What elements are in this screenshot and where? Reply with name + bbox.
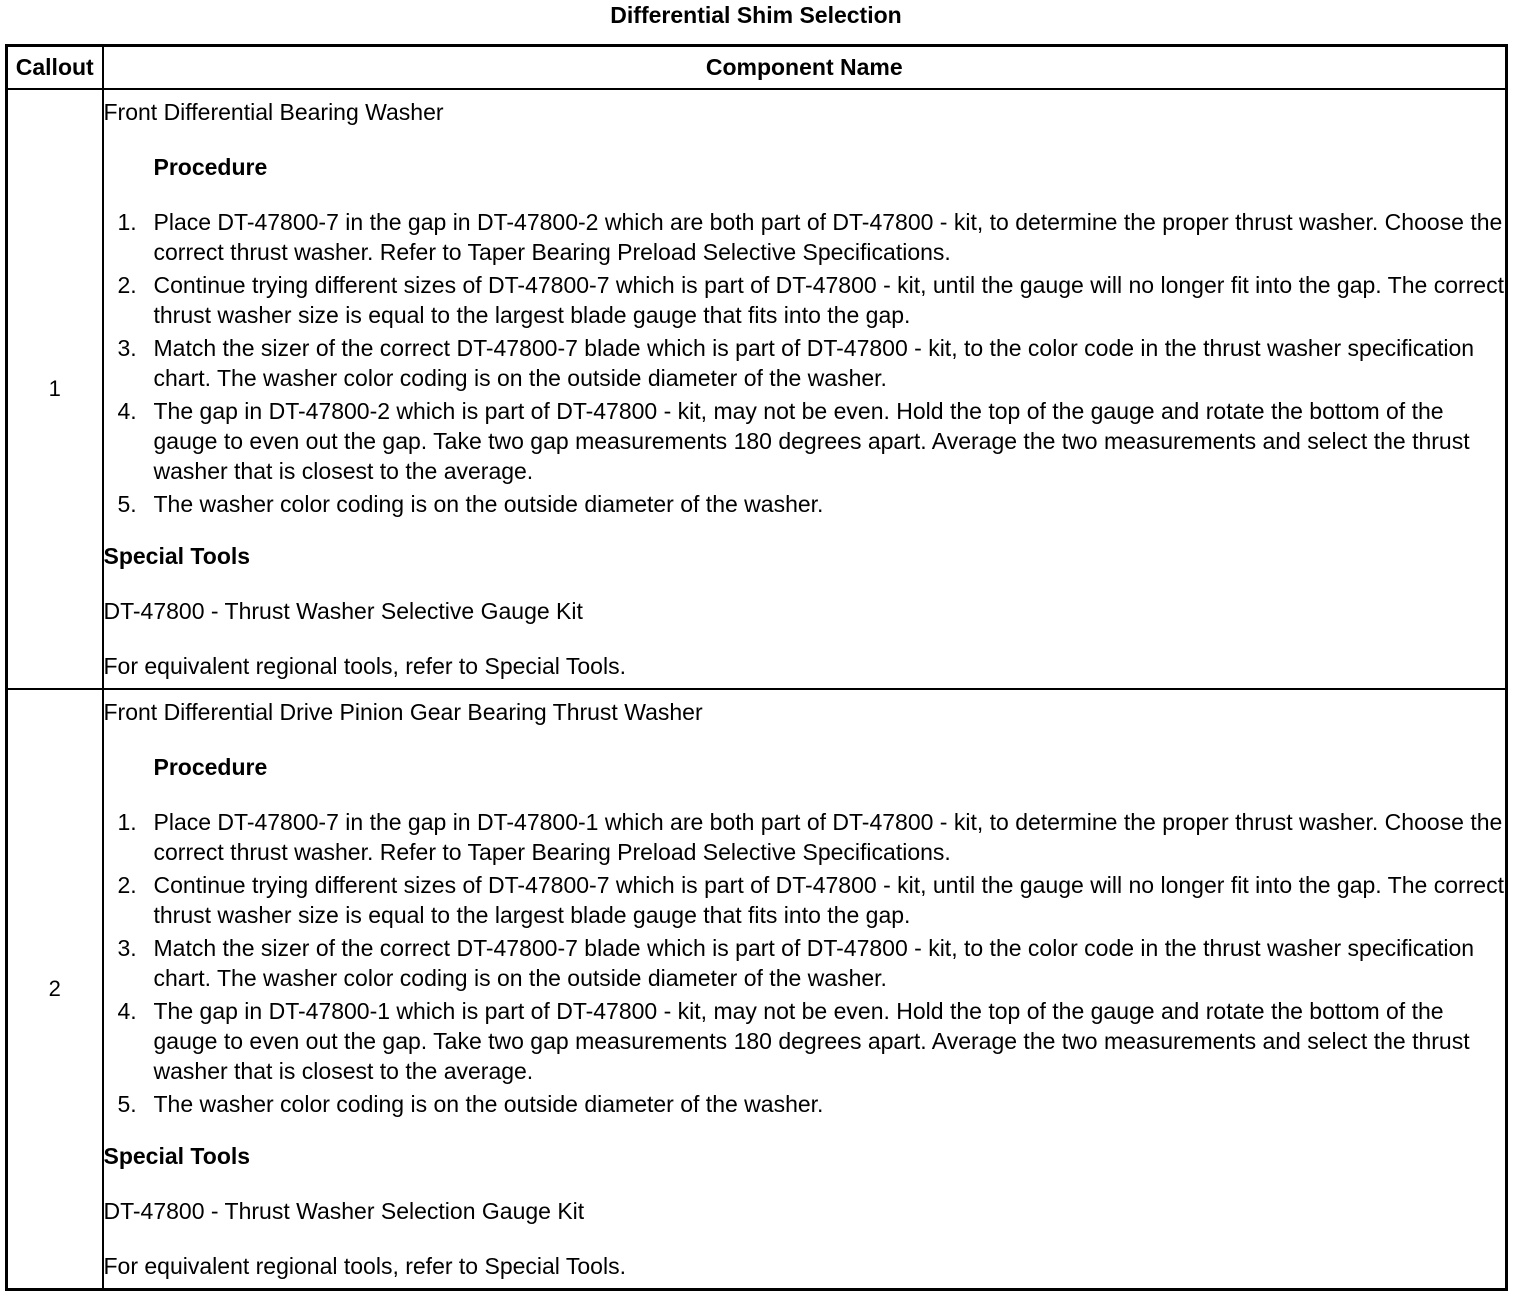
special-tools-heading: Special Tools [103, 1143, 251, 1169]
procedure-step [104, 870, 1506, 930]
step-number: 3. [117, 935, 137, 961]
procedure-steps [104, 207, 1506, 519]
procedure-step [104, 933, 1506, 993]
component-name: Front Differential Bearing Washer [103, 99, 444, 125]
procedure-step [104, 807, 1506, 867]
component-cell [103, 689, 1507, 1290]
step-text: Continue trying different sizes of DT-47800-7 which is part of DT-47800 - kit, until the gauge will no longer fit into the gap. The correct thrust washer size is equal to the largest blade gauge that fits into the gap. [153, 272, 1504, 328]
step-text: The gap in DT-47800-1 which is part of DT-47800 - kit, may not be even. Hold the top of the gauge and rotate the bottom of the gauge to even out the gap. Take two gap measurements 180 degrees apart. Average the two measurements and select the thrust washer that is closest to the average. [153, 998, 1470, 1084]
procedure-heading: Procedure [153, 754, 268, 780]
step-number: 2. [117, 872, 137, 898]
step-number: 2. [117, 272, 137, 298]
table-row [7, 89, 1507, 689]
callout-column-header: Callout [7, 46, 103, 90]
component-name-column-header: Component Name [103, 46, 1507, 90]
table-row [7, 689, 1507, 1290]
regional-tools-note: For equivalent regional tools, refer to Special Tools. [103, 1253, 626, 1279]
step-number: 1. [117, 809, 137, 835]
step-number: 4. [117, 998, 137, 1024]
procedure-step [104, 207, 1506, 267]
step-text: Place DT-47800-7 in the gap in DT-47800-2 which are both part of DT-47800 - kit, to determine the proper thrust washer. Choose the correct thrust washer. Refer to Taper Bearing Preload Selective Specifications. [153, 209, 1503, 265]
step-number: 5. [117, 491, 137, 517]
step-text: The washer color coding is on the outside diameter of the washer. [153, 1091, 824, 1117]
procedure-heading: Procedure [153, 154, 268, 180]
step-text: Match the sizer of the correct DT-47800-7 blade which is part of DT-47800 - kit, to the color code in the thrust washer specification chart. The washer color coding is on the outside diameter of the washer. [153, 935, 1475, 991]
callout-number: 1 [7, 89, 103, 689]
component-cell [103, 89, 1507, 689]
callout-number: 2 [7, 689, 103, 1290]
step-number: 1. [117, 209, 137, 235]
step-number: 4. [117, 398, 137, 424]
step-text: Continue trying different sizes of DT-47800-7 which is part of DT-47800 - kit, until the gauge will no longer fit into the gap. The correct thrust washer size is equal to the largest blade gauge that fits into the gap. [153, 872, 1504, 928]
shim-selection-table [5, 44, 1508, 1291]
step-number: 5. [117, 1091, 137, 1117]
step-text: Match the sizer of the correct DT-47800-7 blade which is part of DT-47800 - kit, to the color code in the thrust washer specification chart. The washer color coding is on the outside diameter of the washer. [153, 335, 1475, 391]
regional-tools-note: For equivalent regional tools, refer to Special Tools. [103, 653, 626, 679]
component-name: Front Differential Drive Pinion Gear Bearing Thrust Washer [103, 699, 703, 725]
step-text: The washer color coding is on the outside diameter of the washer. [153, 491, 824, 517]
step-text: Place DT-47800-7 in the gap in DT-47800-1 which are both part of DT-47800 - kit, to determine the proper thrust washer. Choose the correct thrust washer. Refer to Taper Bearing Preload Selective Specifications. [153, 809, 1503, 865]
special-tool-item: DT-47800 - Thrust Washer Selection Gauge Kit [103, 1198, 585, 1224]
special-tool-item: DT-47800 - Thrust Washer Selective Gauge Kit [103, 598, 583, 624]
special-tools-heading: Special Tools [103, 543, 251, 569]
step-number: 3. [117, 335, 137, 361]
procedure-step [104, 333, 1506, 393]
procedure-step [104, 996, 1506, 1086]
document-title: Differential Shim Selection [610, 2, 902, 28]
procedure-steps [104, 807, 1506, 1119]
procedure-step [104, 1089, 1506, 1119]
procedure-step [104, 489, 1506, 519]
procedure-step [104, 270, 1506, 330]
table-header-row [7, 46, 1507, 90]
step-text: The gap in DT-47800-2 which is part of DT-47800 - kit, may not be even. Hold the top of the gauge and rotate the bottom of the gauge to even out the gap. Take two gap measurements 180 degrees apart. Average the two measurements and select the thrust washer that is closest to the average. [153, 398, 1470, 484]
procedure-step [104, 396, 1506, 486]
